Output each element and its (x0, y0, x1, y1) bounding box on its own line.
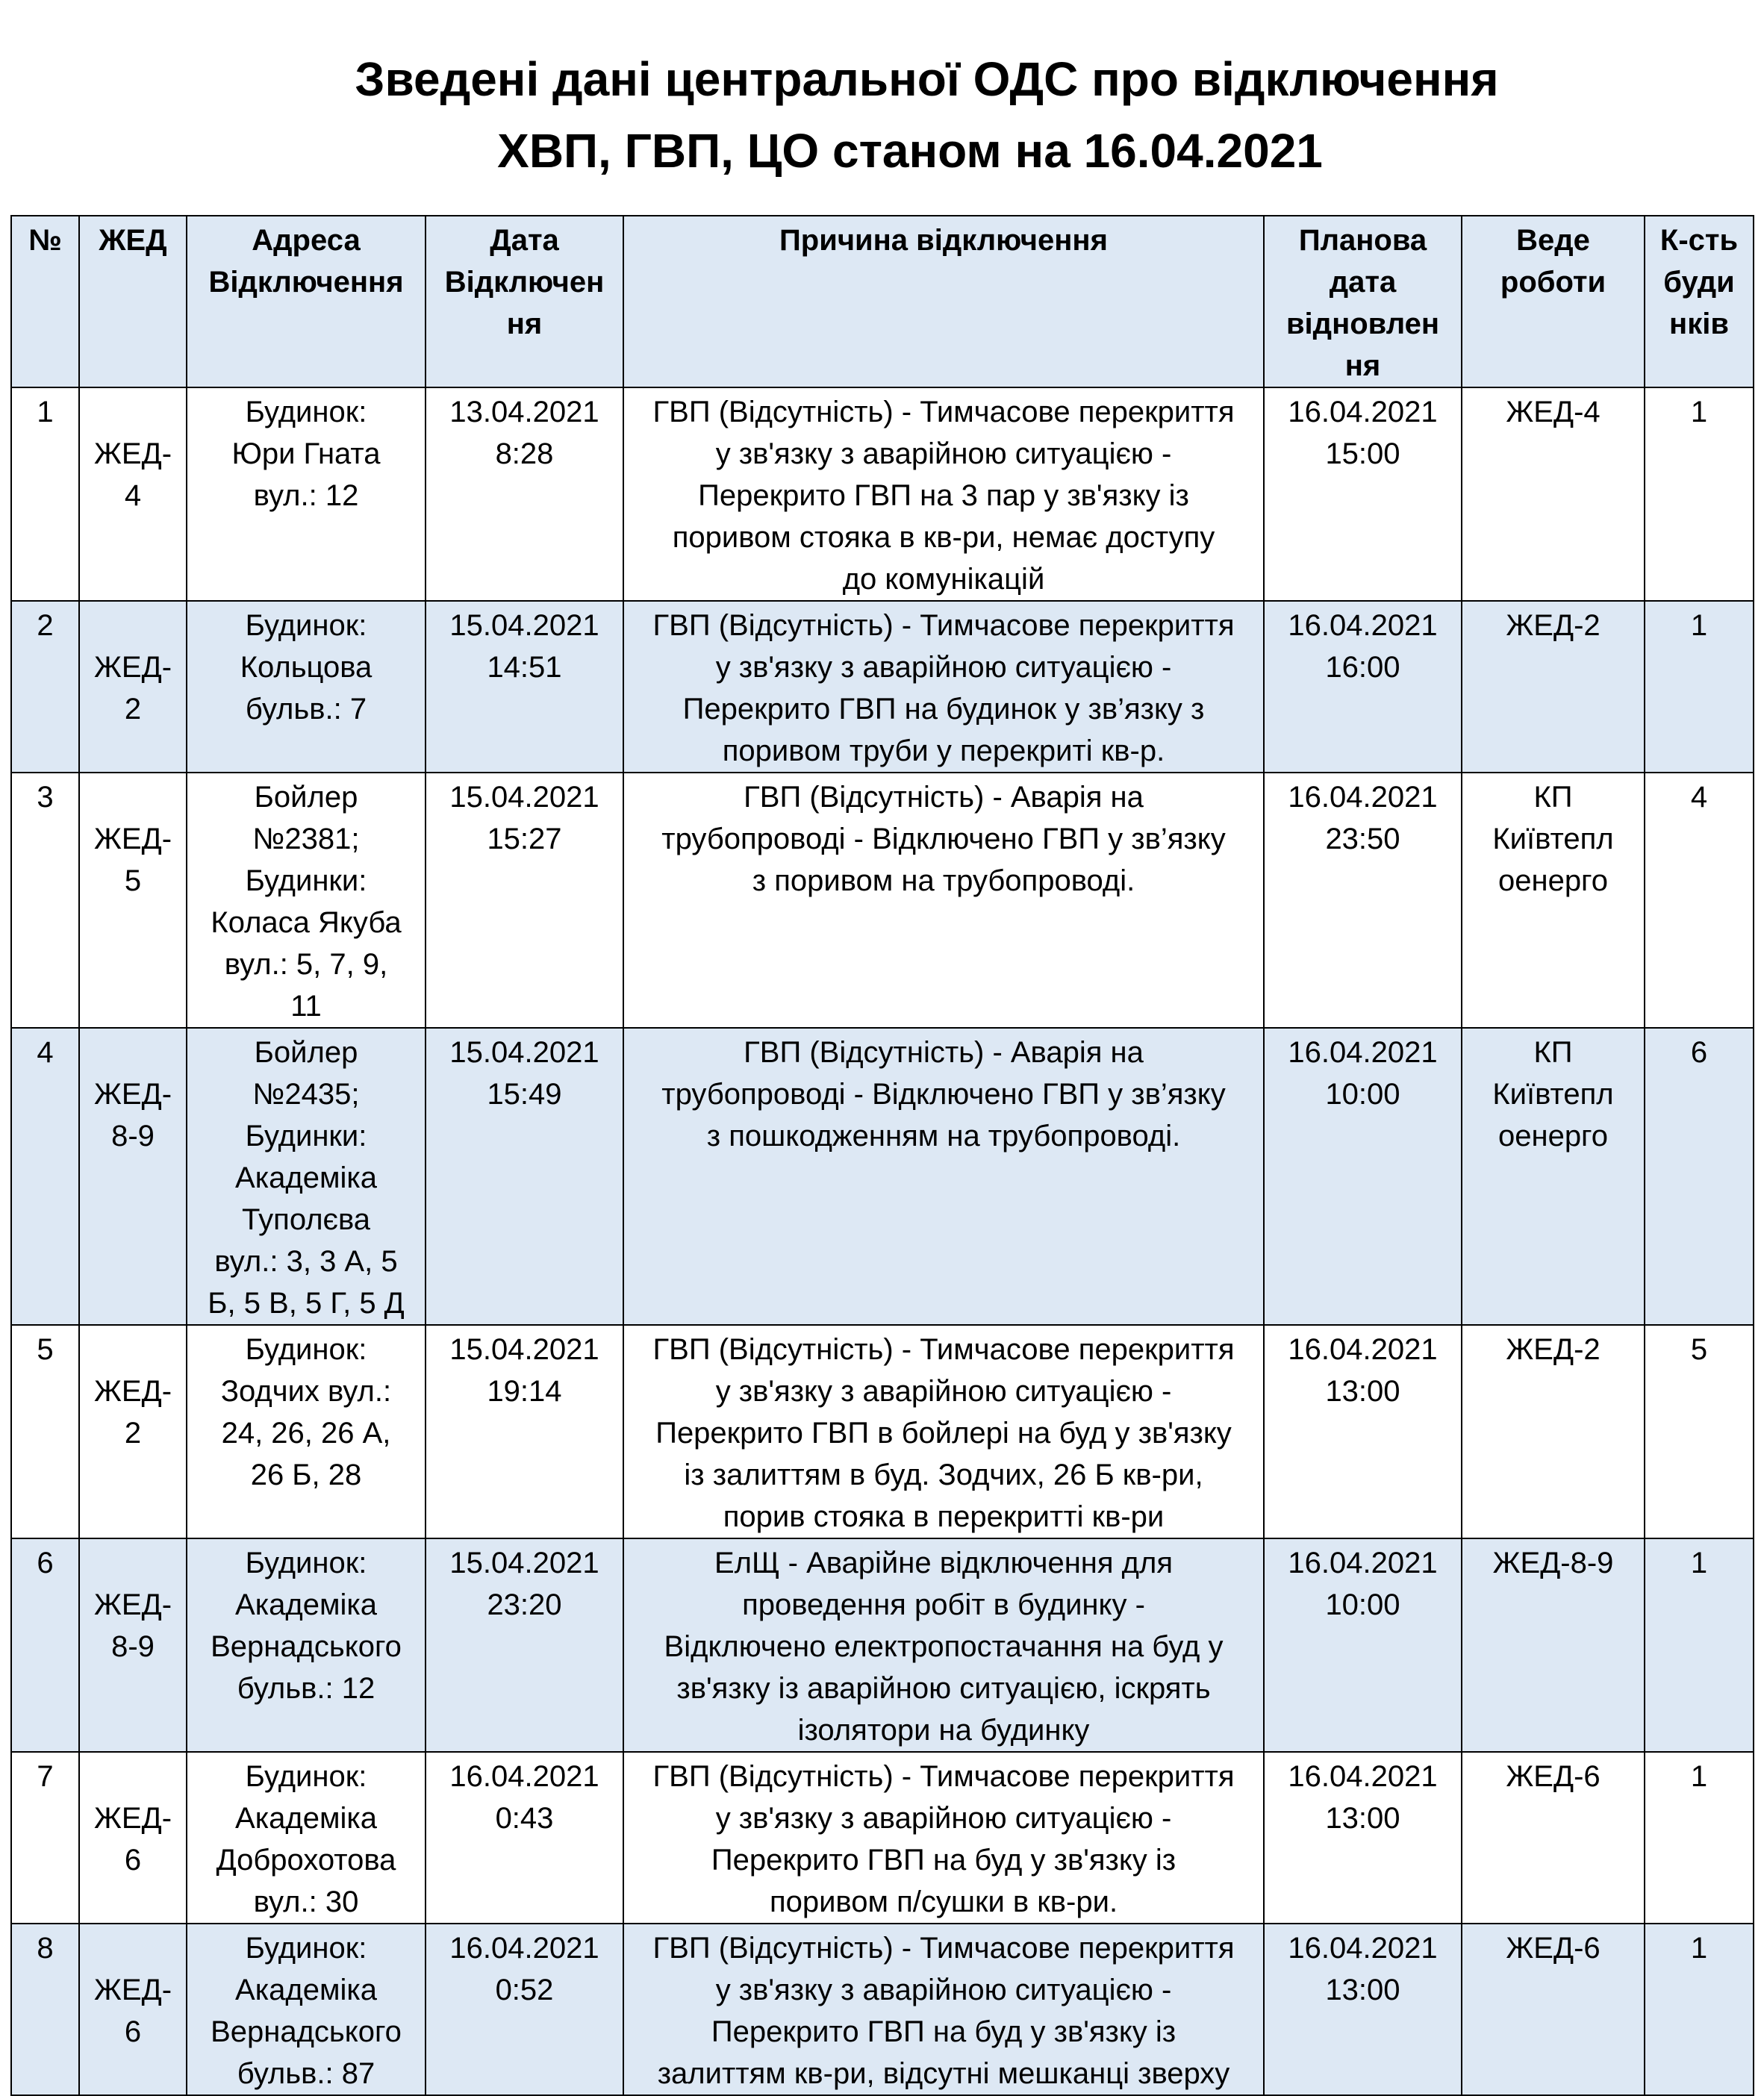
row-works (1462, 773, 1645, 1028)
text-line: 6 (124, 1844, 142, 1877)
table-row (11, 1924, 1754, 2095)
text-line: Зодчих вул.: (220, 1375, 392, 1408)
row-zhed (79, 1325, 187, 1538)
text-line: проведення робіт в будинку - (742, 1588, 1145, 1621)
text-line: 16.04.2021 (1288, 1760, 1438, 1793)
table-body (11, 387, 1754, 2095)
table-row (11, 1538, 1754, 1752)
text-line: ЖЕД-6 (1506, 1932, 1601, 1965)
text-line: Будинки: (245, 864, 367, 897)
title-line-1: Зведені дані центральної ОДС про відключення (355, 52, 1499, 106)
text-line: залиттям кв-ри, відсутні мешканці зверху (657, 2057, 1230, 2090)
text-line: 15:00 (1325, 437, 1400, 470)
text-line: Будинки: (245, 1120, 367, 1153)
row-address (187, 1924, 426, 2095)
text-line: із залиттям в буд. Зодчих, 26 Б кв-ри, (684, 1459, 1203, 1491)
text-line: з поривом на трубопроводі. (752, 864, 1135, 897)
row-outage-date (426, 1325, 623, 1538)
row-works (1462, 1325, 1645, 1538)
text-line: 2 (37, 609, 54, 642)
text-line: ЖЕД (99, 224, 167, 257)
row-outage-date (426, 1752, 623, 1924)
text-line: 16.04.2021 (449, 1932, 599, 1965)
text-line: 16.04.2021 (1288, 396, 1438, 428)
text-line: Академіка (235, 1588, 377, 1621)
text-line: ЖЕД- (93, 1375, 172, 1408)
row-address (187, 1538, 426, 1752)
row-reason (623, 1924, 1264, 2095)
text-line: 16.04.2021 (1288, 609, 1438, 642)
text-line: 16.04.2021 (449, 1760, 599, 1793)
row-number (11, 1325, 79, 1538)
text-line: 13:00 (1325, 1974, 1400, 2006)
text-line: Будинок: (245, 1760, 367, 1793)
row-address (187, 773, 426, 1028)
row-building-count (1645, 1028, 1754, 1325)
text-line: у зв'язку з аварійною ситуацією - (715, 1974, 1172, 2006)
text-line: поривом п/сушки в кв-ри. (769, 1886, 1118, 1918)
text-line: оенерго (1497, 864, 1609, 897)
text-line: ЖЕД-2 (1506, 609, 1601, 642)
row-number (11, 1028, 79, 1325)
row-building-count (1645, 1325, 1754, 1538)
row-zhed (79, 1028, 187, 1325)
outages-table (10, 215, 1754, 2096)
row-planned-date (1264, 387, 1462, 601)
text-line: КП (1533, 1036, 1573, 1069)
text-line: Відключено електропостачання на буд у (664, 1630, 1224, 1663)
text-line: Планова (1298, 224, 1427, 257)
text-line: №2435; (252, 1078, 360, 1111)
row-building-count (1645, 773, 1754, 1028)
row-planned-date (1264, 1924, 1462, 2095)
text-line: бульв.: 7 (245, 693, 367, 726)
row-planned-date (1264, 1325, 1462, 1538)
text-line: Перекрито ГВП в бойлері на буд у зв'язку (655, 1417, 1232, 1450)
text-line: ЖЕД-8-9 (1492, 1547, 1614, 1579)
text-line: 16.04.2021 (1288, 781, 1438, 814)
text-line: К-сть (1659, 224, 1739, 257)
text-line: Кольцова (240, 651, 373, 684)
row-reason (623, 773, 1264, 1028)
text-line: 0:43 (495, 1802, 554, 1835)
row-reason (623, 1752, 1264, 1924)
row-works (1462, 1924, 1645, 2095)
title-line-2: ХВП, ГВП, ЦО станом на 16.04.2021 (497, 124, 1323, 178)
text-line: Адреса (252, 224, 361, 257)
row-planned-date (1264, 1752, 1462, 1924)
text-line: Перекрито ГВП на 3 пар у зв'язку із (698, 479, 1189, 512)
text-line: ЖЕД-6 (1506, 1760, 1601, 1793)
text-line: 7 (37, 1760, 54, 1793)
text-line: ізолятори на будинку (797, 1714, 1090, 1747)
text-line: 15.04.2021 (449, 781, 599, 814)
text-line: Юри Гната (231, 437, 381, 470)
text-line: порив стояка в перекритті кв-ри (723, 1500, 1165, 1533)
text-line: ГВП (Відсутність) - Тимчасове перекриття (652, 1760, 1235, 1793)
text-line: ЕлЩ - Аварійне відключення для (714, 1547, 1173, 1579)
row-number (11, 1538, 79, 1752)
row-address (187, 601, 426, 773)
text-line: 2 (124, 693, 142, 726)
row-building-count (1645, 601, 1754, 773)
text-line: вул.: 3, 3 А, 5 (214, 1245, 398, 1278)
text-line: бульв.: 87 (237, 2057, 375, 2090)
text-line: Перекрито ГВП на буд у зв'язку із (711, 2015, 1176, 2048)
text-line: роботи (1500, 266, 1606, 299)
header-address (187, 216, 426, 387)
document-title (0, 43, 1764, 187)
row-reason (623, 1538, 1264, 1752)
text-line: 8 (37, 1932, 54, 1965)
text-line: 15.04.2021 (449, 1036, 599, 1069)
row-number (11, 1924, 79, 2095)
text-line: у зв'язку з аварійною ситуацією - (715, 1375, 1172, 1408)
text-line: ГВП (Відсутність) - Тимчасове перекриття (652, 1932, 1235, 1965)
text-line: 23:20 (487, 1588, 562, 1621)
text-line: 15:27 (487, 823, 562, 855)
header-planned-date (1264, 216, 1462, 387)
text-line: КП (1533, 781, 1573, 814)
row-number (11, 773, 79, 1028)
text-line: 8:28 (495, 437, 554, 470)
text-line: ГВП (Відсутність) - Тимчасове перекриття (652, 1333, 1235, 1366)
text-line: 2 (124, 1417, 142, 1450)
text-line: Будинок: (245, 1547, 367, 1579)
text-line: № (28, 224, 62, 257)
text-line: ЖЕД- (93, 1078, 172, 1111)
text-line: Веде (1516, 224, 1590, 257)
text-line: Відключення (208, 266, 404, 299)
row-address (187, 1028, 426, 1325)
text-line: вул.: 12 (253, 479, 359, 512)
row-outage-date (426, 601, 623, 773)
text-line: Доброхотова (216, 1844, 396, 1877)
text-line: Київтепл (1492, 1078, 1614, 1111)
text-line: 19:14 (487, 1375, 562, 1408)
text-line: Академіка (235, 1974, 377, 2006)
row-works (1462, 1538, 1645, 1752)
text-line: 26 Б, 28 (250, 1459, 362, 1491)
text-line: ЖЕД-2 (1506, 1333, 1601, 1366)
row-outage-date (426, 1924, 623, 2095)
text-line: Туполєва (241, 1203, 370, 1236)
text-line: Будинок: (245, 396, 367, 428)
row-building-count (1645, 387, 1754, 601)
text-line: 14:51 (487, 651, 562, 684)
header-works (1462, 216, 1645, 387)
text-line: 15.04.2021 (449, 1333, 599, 1366)
row-zhed (79, 1538, 187, 1752)
text-line: 15.04.2021 (449, 1547, 599, 1579)
table-row (11, 1752, 1754, 1924)
text-line: Будинок: (245, 1932, 367, 1965)
text-line: ГВП (Відсутність) - Аварія на (744, 1036, 1144, 1069)
row-building-count (1645, 1538, 1754, 1752)
text-line: 10:00 (1325, 1588, 1400, 1621)
text-line: 4 (124, 479, 142, 512)
text-line: 8-9 (111, 1120, 155, 1153)
row-building-count (1645, 1752, 1754, 1924)
row-address (187, 387, 426, 601)
text-line: 23:50 (1325, 823, 1400, 855)
text-line: ЖЕД- (93, 437, 172, 470)
text-line: Академіка (235, 1802, 377, 1835)
header-count (1645, 216, 1754, 387)
text-line: Перекрито ГВП на будинок у зв’язку з (682, 693, 1205, 726)
row-outage-date (426, 1538, 623, 1752)
row-outage-date (426, 773, 623, 1028)
table-row (11, 601, 1754, 773)
text-line: буди (1663, 266, 1735, 299)
text-line: Коласа Якуба (211, 906, 402, 939)
text-line: 1 (37, 396, 54, 428)
text-line: Вернадського (211, 2015, 402, 2048)
text-line: ГВП (Відсутність) - Тимчасове перекриття (652, 609, 1235, 642)
header-num (11, 216, 79, 387)
text-line: 5 (1690, 1333, 1708, 1366)
row-planned-date (1264, 1028, 1462, 1325)
text-line: 5 (124, 864, 142, 897)
table-row (11, 773, 1754, 1028)
text-line: 1 (1690, 609, 1708, 642)
text-line: 1 (1690, 1760, 1708, 1793)
text-line: 4 (1690, 781, 1708, 814)
text-line: 6 (124, 2015, 142, 2048)
text-line: 8-9 (111, 1630, 155, 1663)
text-line: зв'язку із аварійною ситуацією, іскрять (676, 1672, 1211, 1705)
text-line: 13:00 (1325, 1375, 1400, 1408)
text-line: 6 (1690, 1036, 1708, 1069)
text-line: бульв.: 12 (237, 1672, 375, 1705)
text-line: Будинок: (245, 609, 367, 642)
text-line: ЖЕД- (93, 651, 172, 684)
table-row (11, 387, 1754, 601)
text-line: 15.04.2021 (449, 609, 599, 642)
text-line: Причина відключення (779, 224, 1108, 257)
row-number (11, 601, 79, 773)
text-line: у зв'язку з аварійною ситуацією - (715, 651, 1172, 684)
text-line: з пошкодженням на трубопроводі. (706, 1120, 1181, 1153)
text-line: 16:00 (1325, 651, 1400, 684)
text-line: 0:52 (495, 1974, 554, 2006)
row-works (1462, 601, 1645, 773)
row-zhed (79, 601, 187, 773)
text-line: 5 (37, 1333, 54, 1366)
text-line: нків (1669, 308, 1729, 340)
text-line: Будинок: (245, 1333, 367, 1366)
text-line: 16.04.2021 (1288, 1547, 1438, 1579)
text-line: Дата (490, 224, 559, 257)
header-date (426, 216, 623, 387)
text-line: 16.04.2021 (1288, 1333, 1438, 1366)
row-works (1462, 1028, 1645, 1325)
text-line: трубопроводі - Відключено ГВП у зв’язку (661, 823, 1226, 855)
table-row (11, 1028, 1754, 1325)
row-building-count (1645, 1924, 1754, 2095)
row-outage-date (426, 1028, 623, 1325)
text-line: до комунікацій (842, 563, 1045, 596)
text-line: 1 (1690, 1932, 1708, 1965)
table-header-row (11, 216, 1754, 387)
text-line: Київтепл (1492, 823, 1614, 855)
header-zhed (79, 216, 187, 387)
row-planned-date (1264, 773, 1462, 1028)
text-line: відновлен (1285, 308, 1440, 340)
text-line: №2381; (252, 823, 360, 855)
text-line: вул.: 30 (253, 1886, 359, 1918)
text-line: ГВП (Відсутність) - Аварія на (744, 781, 1144, 814)
text-line: ЖЕД- (93, 1588, 172, 1621)
text-line: 24, 26, 26 А, (221, 1417, 391, 1450)
text-line: 6 (37, 1547, 54, 1579)
row-zhed (79, 1752, 187, 1924)
text-line: дата (1329, 266, 1397, 299)
row-reason (623, 387, 1264, 601)
text-line: 13.04.2021 (449, 396, 599, 428)
text-line: 1 (1690, 396, 1708, 428)
row-reason (623, 601, 1264, 773)
row-works (1462, 1752, 1645, 1924)
text-line: Академіка (235, 1161, 377, 1194)
text-line: Б, 5 В, 5 Г, 5 Д (208, 1287, 405, 1320)
row-address (187, 1325, 426, 1538)
text-line: 13:00 (1325, 1802, 1400, 1835)
text-line: у зв'язку з аварійною ситуацією - (715, 1802, 1172, 1835)
text-line: Бойлер (254, 781, 358, 814)
text-line: ЖЕД- (93, 1974, 172, 2006)
text-line: 16.04.2021 (1288, 1932, 1438, 1965)
row-reason (623, 1325, 1264, 1538)
text-line: трубопроводі - Відключено ГВП у зв’язку (661, 1078, 1226, 1111)
row-planned-date (1264, 601, 1462, 773)
text-line: 16.04.2021 (1288, 1036, 1438, 1069)
text-line: 11 (290, 990, 322, 1023)
text-line: 1 (1690, 1547, 1708, 1579)
text-line: поривом труби у перекриті кв-р. (722, 734, 1165, 767)
text-line: ЖЕД- (93, 1802, 172, 1835)
text-line: вул.: 5, 7, 9, (224, 948, 388, 981)
row-planned-date (1264, 1538, 1462, 1752)
row-number (11, 1752, 79, 1924)
text-line: Перекрито ГВП на буд у зв'язку із (711, 1844, 1176, 1877)
row-zhed (79, 773, 187, 1028)
table-row (11, 1325, 1754, 1538)
row-reason (623, 1028, 1264, 1325)
text-line: поривом стояка в кв-ри, немає доступу (672, 521, 1215, 554)
text-line: 10:00 (1325, 1078, 1400, 1111)
text-line: ня (1344, 349, 1381, 382)
text-line: 4 (37, 1036, 54, 1069)
text-line: 15:49 (487, 1078, 562, 1111)
text-line: у зв'язку з аварійною ситуацією - (715, 437, 1172, 470)
text-line: ГВП (Відсутність) - Тимчасове перекриття (652, 396, 1235, 428)
text-line: ЖЕД-4 (1506, 396, 1601, 428)
text-line: оенерго (1497, 1120, 1609, 1153)
text-line: Бойлер (254, 1036, 358, 1069)
row-address (187, 1752, 426, 1924)
row-zhed (79, 387, 187, 601)
header-reason (623, 216, 1264, 387)
row-outage-date (426, 387, 623, 601)
row-number (11, 387, 79, 601)
text-line: Відключен (444, 266, 605, 299)
text-line: ня (506, 308, 543, 340)
text-line: 3 (37, 781, 54, 814)
text-line: Вернадського (211, 1630, 402, 1663)
text-line: ЖЕД- (93, 823, 172, 855)
row-works (1462, 387, 1645, 601)
row-zhed (79, 1924, 187, 2095)
